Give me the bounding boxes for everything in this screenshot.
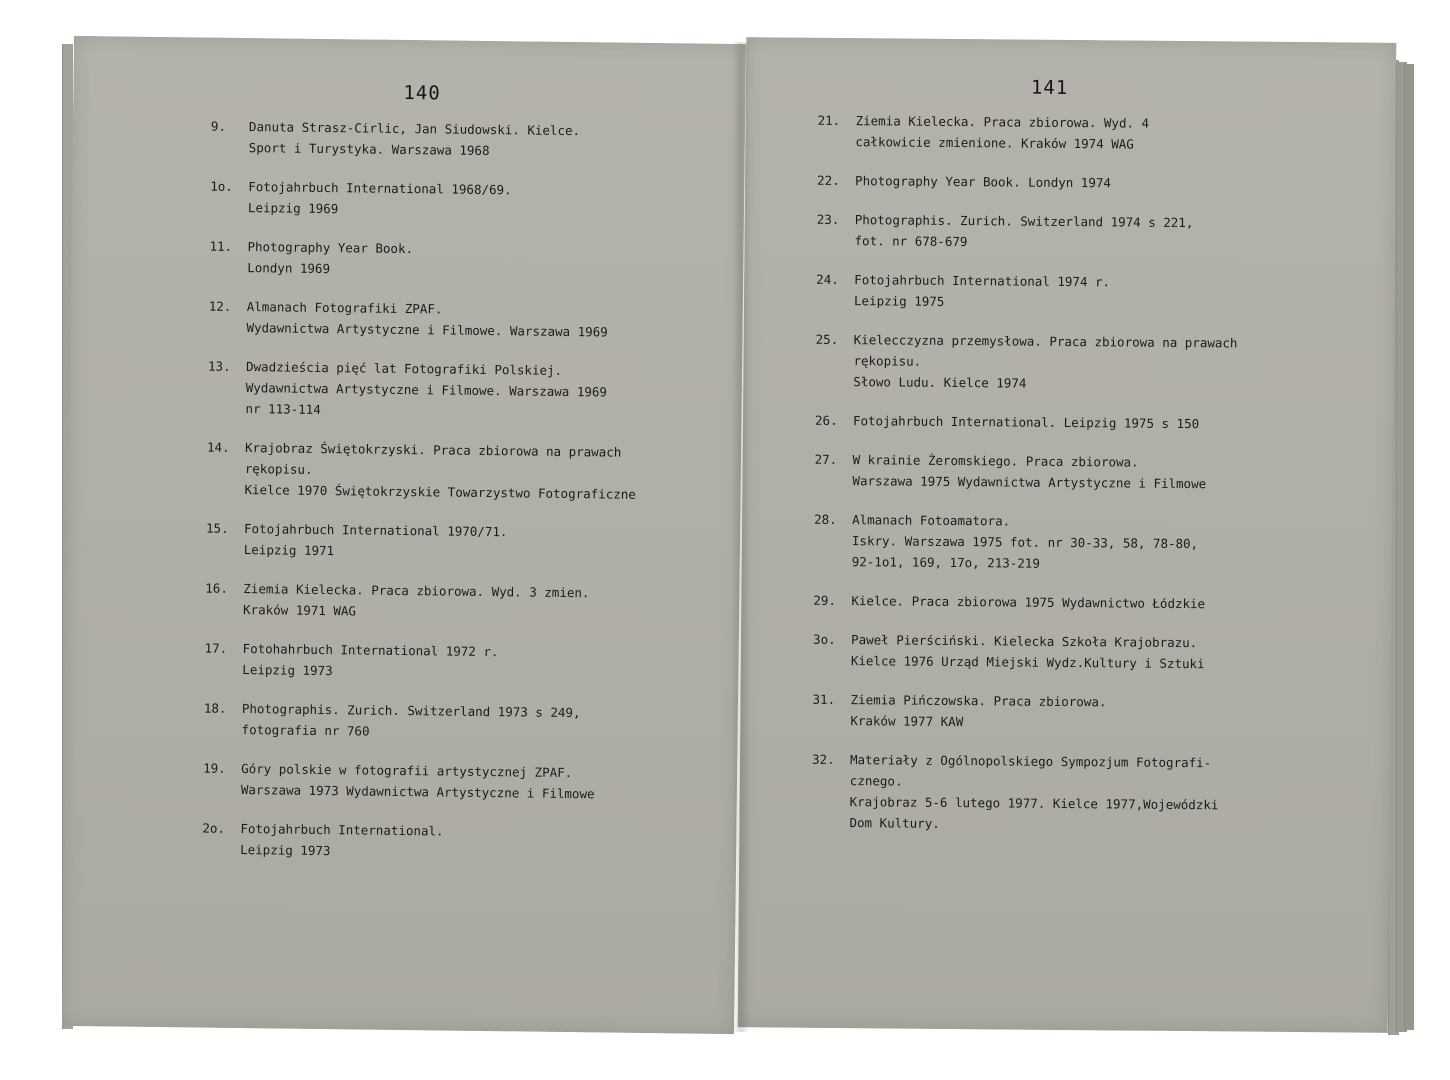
entry-text-line: Materiały z Ogólnopolskiego Sympozjum Fotografi- (849, 752, 1212, 771)
entry-text-line: Kraków 1977 KAW (850, 713, 964, 730)
entry-number: 16. (205, 580, 229, 596)
entry-text-line: Ziemia Kielecka. Praca zbiorowa. Wyd. 3 zmien. (243, 581, 590, 601)
entry-text-line: Leipzig 1969 (247, 200, 339, 217)
book-gutter (732, 42, 750, 1032)
bibliography-entry (203, 758, 633, 805)
entry-text-line: Krajobraz Świętokrzyski. Praca zbiorowa na prawach (244, 440, 622, 460)
entry-text-line: Ziemia Pińczowska. Praca zbiorowa. (850, 692, 1107, 710)
entry-text-line: Słowo Ludu. Kielce 1974 (853, 374, 1027, 391)
entry-text-line: Wydawnictwa Artystyczne i Filmowe. Warszawa 1969 (245, 380, 608, 400)
entry-text-line: Paweł Pierściński. Kielecka Szkoła Krajobrazu. (851, 632, 1198, 651)
bibliography-entry (208, 296, 638, 343)
entry-text-line: Warszawa 1973 Wydawnictwa Artystyczne i Filmowe (240, 782, 595, 802)
bibliography-entry (206, 518, 636, 565)
entry-text-line: Fotojahrbuch International 1968/69. (248, 179, 512, 198)
entry-text-line: Kraków 1971 WAG (242, 602, 357, 619)
entry-text-line: Kielecczyzna przemysłowa. Praca zbiorowa na prawach (853, 332, 1238, 351)
bibliography-entry (209, 236, 639, 283)
entry-number: 28. (814, 511, 837, 527)
entry-text-line: Iskry. Warszawa 1975 fot. nr 30-33, 58, 78-80, (851, 533, 1199, 552)
entry-text-line: cznego. (849, 773, 903, 789)
entry-text-line: Leipzig 1973 (242, 662, 333, 679)
entry-number: 21. (817, 112, 841, 129)
entry-number: 15. (205, 520, 229, 536)
entry-number: 24. (816, 271, 839, 287)
entry-text-line: Kielce 1970 Świętokrzyskie Towarzystwo Fotograficzne (244, 482, 636, 502)
entry-text-line: Kielce 1976 Urząd Miejski Wydz.Kultury i Sztuki (850, 653, 1205, 672)
entry-text-line: Sport i Turystyka. Warszawa 1968 (248, 140, 490, 159)
entry-text-line: Photography Year Book. Londyn 1974 (855, 173, 1112, 191)
entry-number: 31. (812, 691, 836, 707)
bibliography-entry (202, 818, 632, 865)
bibliography-list-left (202, 116, 641, 883)
entry-text-line: Danuta Strasz-Cirlic, Jan Siudowski. Kielce. (248, 119, 581, 139)
entry-text-line: rękopisu. (244, 461, 313, 477)
entry-number: 12. (208, 298, 232, 314)
entry-text-line: Leipzig 1971 (243, 542, 335, 559)
entry-text-line: Kielce. Praca zbiorowa 1975 Wydawnictwo Łódzkie (851, 593, 1206, 612)
left-page (62, 36, 746, 1034)
bibliography-entry (206, 437, 636, 505)
entry-number: 32. (811, 751, 835, 767)
entry-text-line: W krainie Żeromskiego. Praca zbiorowa. (852, 452, 1139, 470)
entry-text-line: Ziemia Kielecka. Praca zbiorowa. Wyd. 4 (855, 113, 1150, 131)
entry-text-line: fot. nr 678-679 (854, 233, 968, 250)
entry-text-line: całkowicie zmienione. Kraków 1974 WAG (855, 134, 1134, 152)
bibliography-entry (207, 356, 637, 424)
entry-text-line: Almanach Fotografiki ZPAF. (246, 299, 443, 317)
entry-text-line: Góry polskie w fotografii artystycznej ZPAF. (241, 761, 573, 781)
entry-text-line: Krajobraz 5-6 lutego 1977. Kielce 1977,Wojewódzki (849, 794, 1219, 813)
entry-text-line: Wydawnictwa Artystyczne i Filmowe. Warszawa 1969 (246, 320, 608, 340)
entry-number: 11. (209, 238, 233, 254)
entry-text-line: Fotohahrbuch International 1972 r. (242, 641, 499, 660)
bibliography-entry (812, 689, 1234, 735)
entry-text-line: Dom Kultury. (849, 815, 940, 831)
bibliography-entry (816, 209, 1238, 255)
bibliography-entry (815, 329, 1237, 396)
bibliography-entry (817, 110, 1239, 156)
bibliography-entry (811, 749, 1234, 837)
bibliography-entry (814, 449, 1236, 495)
bibliography-entry (204, 638, 634, 685)
entry-text-line: Londyn 1969 (247, 260, 331, 277)
entry-text-line: fotografia nr 760 (241, 722, 370, 739)
page-number-right: 141 (1030, 76, 1069, 99)
entry-text-line: rękopisu. (853, 353, 922, 369)
entry-number: 19. (203, 760, 226, 776)
bibliography-entry (815, 410, 1237, 435)
page-stack-right-3 (1404, 64, 1414, 1030)
entry-number: 29. (813, 592, 837, 608)
bibliography-entry (817, 170, 1239, 195)
entry-number: 23. (816, 211, 840, 228)
bibliography-list-right (811, 110, 1239, 855)
entry-text-line: Dwadzieścia pięć lat Fotografiki Polskiej. (245, 359, 563, 378)
entry-text-line: Warszawa 1975 Wydawnictwa Artystyczne i Filmowe (852, 473, 1207, 492)
bibliography-entry (813, 590, 1235, 615)
entry-text-line: Leipzig 1973 (240, 842, 331, 859)
bibliography-entry (203, 698, 633, 745)
entry-text-line: Almanach Fotoamatora. (852, 512, 1011, 529)
bibliography-entry (205, 578, 635, 625)
entry-number: 27. (814, 451, 838, 467)
bibliography-entry (210, 176, 640, 223)
entry-number: 26. (814, 412, 838, 428)
bibliography-entry (814, 509, 1236, 576)
entry-text-line: Photographis. Zurich. Switzerland 1973 s 249, (241, 701, 581, 721)
entry-text-line: Fotojahrbuch International 1974 r. (854, 272, 1111, 290)
bibliography-entry (816, 269, 1238, 315)
entry-text-line: Fotojahrbuch International. (240, 821, 444, 839)
entry-text-line: nr 113-114 (245, 401, 321, 417)
entry-number: 9. (210, 118, 227, 134)
bibliography-entry (211, 116, 641, 163)
entry-number: 14. (206, 439, 230, 455)
entry-number: 13. (207, 358, 231, 374)
entry-text-line: Photographis. Zurich. Switzerland 1974 s 221, (854, 212, 1194, 231)
entry-number: 1o. (210, 178, 233, 194)
entry-text-line: 92-1o1, 169, 17o, 213-219 (851, 554, 1040, 571)
entry-number: 22. (817, 172, 840, 189)
entry-number: 3o. (813, 631, 836, 647)
entry-number: 25. (815, 331, 839, 347)
entry-number: 18. (203, 700, 227, 716)
page-number-left: 140 (403, 81, 441, 105)
bibliography-entry (813, 629, 1235, 675)
right-page (738, 37, 1397, 1033)
entry-text-line: Photography Year Book. (247, 239, 414, 257)
entry-text-line: Fotojahrbuch International. Leipzig 1975 s 150 (852, 413, 1200, 432)
entry-number: 17. (204, 640, 228, 656)
entry-text-line: Leipzig 1975 (853, 293, 945, 309)
entry-text-line: Fotojahrbuch International 1970/71. (243, 521, 508, 540)
entry-number: 2o. (202, 820, 226, 836)
